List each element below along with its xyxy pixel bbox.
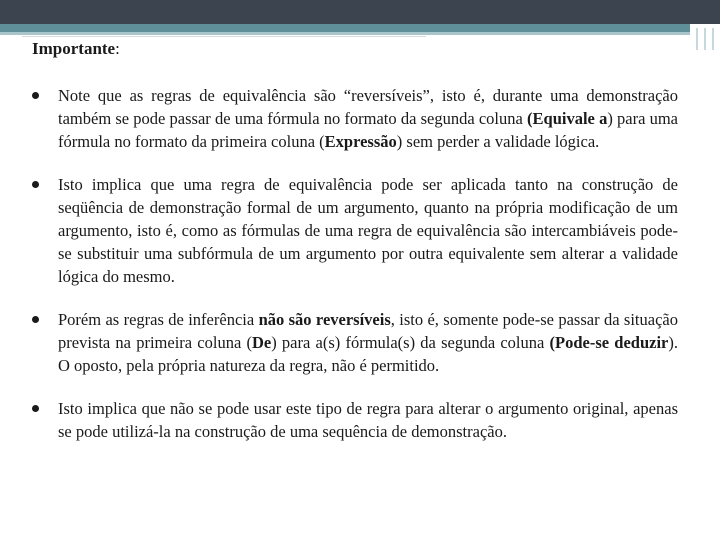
bullet-dot-icon (32, 316, 39, 323)
bullet-text-bold: não são reversíveis (258, 310, 391, 329)
slide-content (32, 38, 678, 463)
bullet-text: ) sem perder a validade lógica. (396, 132, 600, 151)
bullet-text: ). O oposto, pela própria natureza da regra, não é permitido. (58, 333, 679, 375)
header-divider (22, 36, 426, 37)
bullet-text-bold: De (251, 333, 272, 352)
bullet-dot-icon (32, 92, 39, 99)
bullet-item-inference-usage (32, 397, 678, 443)
bullet-item-equivalence-application (32, 173, 678, 288)
slide-header-stripe (0, 24, 690, 32)
bullet-dot-icon (32, 405, 39, 412)
bullet-text: ) para a(s) fórmula(s) da segunda coluna (271, 333, 550, 352)
corner-decoration-line (696, 28, 698, 50)
bullet-text: Isto implica que uma regra de equivalência pode ser aplicada tanto na construção de seqüência de demonstração formal de um argumento, quanto na própria modificação de um argumento, isto é, como as fórmulas de uma regra de equivalência são intercambiáveis pode-se substituir uma subfórmula de um argumento por outra equivalente sem alterar a validade lógica do mesmo. (58, 175, 678, 286)
title-label: Importante (32, 39, 116, 58)
corner-decoration-line (704, 28, 706, 50)
slide-header-bar (0, 0, 720, 24)
bullet-text: , isto é, somente pode-se passar da situação prevista na primeira coluna ( (58, 310, 678, 352)
title-suffix: : (115, 39, 120, 58)
bullet-text: Note que as regras de equivalência são “reversíveis”, isto é, durante uma demonstração também se pode passar de uma fórmula no formato da segunda coluna (58, 86, 678, 128)
bullet-item-inference-not-reversible (32, 308, 678, 377)
bullet-text-bold: Expressão (324, 132, 397, 151)
bullet-text: ) para uma fórmula no formato da primeira coluna ( (58, 109, 678, 151)
corner-decoration-line (712, 28, 714, 50)
bullet-item-reversible-equivalence (32, 84, 678, 153)
section-title (32, 38, 678, 60)
bullet-text: Porém as regras de inferência (58, 310, 259, 329)
bullet-text-bold: (Equivale a (527, 109, 608, 128)
bullet-list (32, 84, 678, 443)
bullet-text-bold: (Pode-se deduzir (549, 333, 669, 352)
bullet-dot-icon (32, 181, 39, 188)
slide-header-stripe-light (0, 32, 690, 35)
bullet-text: Isto implica que não se pode usar este tipo de regra para alterar o argumento original, apenas se pode utilizá-la na construção de uma sequência de demonstração. (58, 399, 678, 441)
